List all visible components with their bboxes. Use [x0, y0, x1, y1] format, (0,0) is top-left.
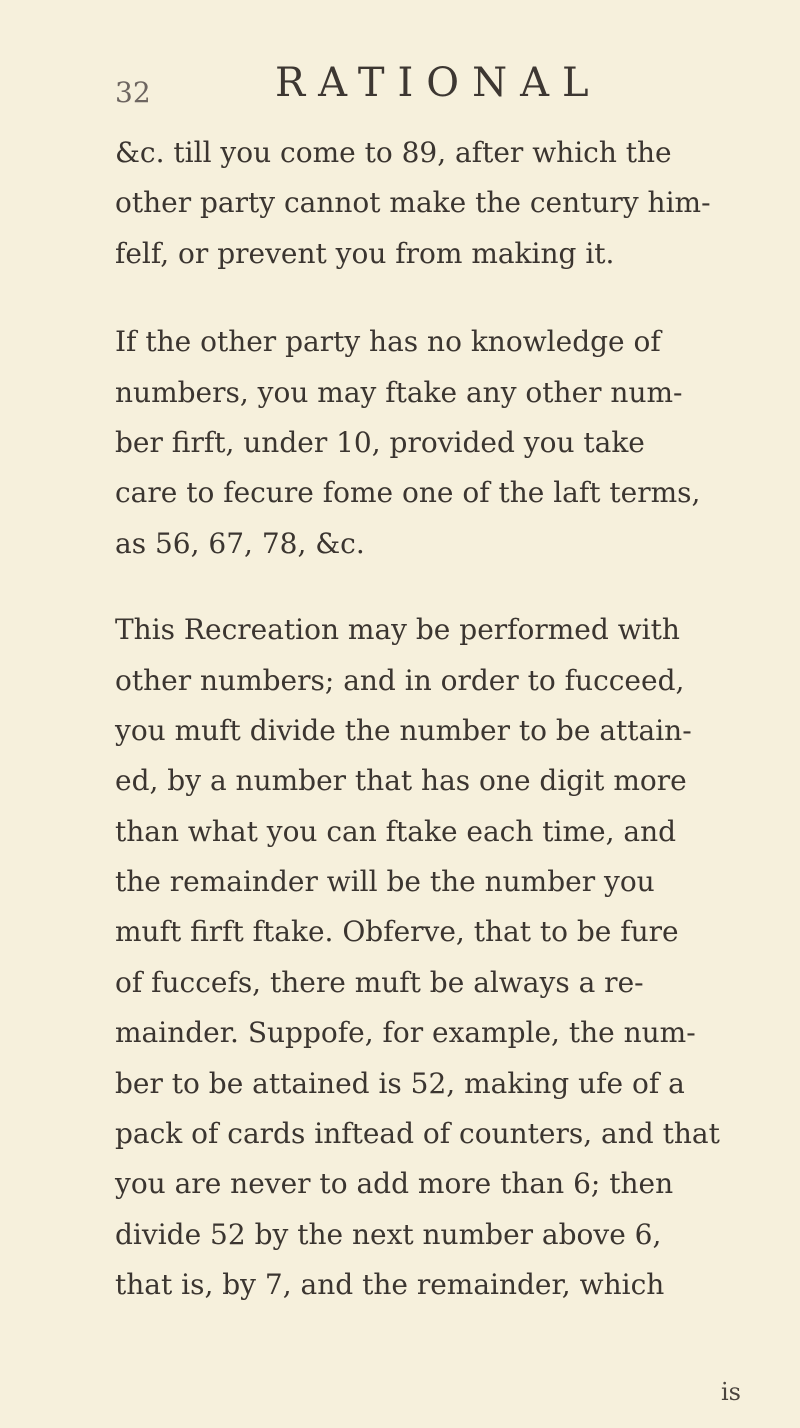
text-line: you are never to add more than 6; then: [115, 1167, 674, 1201]
paragraph-2: [115, 317, 775, 569]
text-line: of fuccefs, there muft be always a re-: [115, 965, 644, 999]
text-line: you muft divide the number to be attain-: [115, 713, 692, 747]
text-line: If the other party has no knowledge of: [115, 325, 661, 359]
text-line: ber to be attained is 52, making ufe of a: [115, 1066, 685, 1100]
paragraph-gap: [115, 569, 775, 605]
paragraph-1: [115, 128, 775, 279]
text-line: felf, or prevent you from making it.: [115, 236, 615, 270]
text-line: mainder. Suppofe, for example, the num-: [115, 1016, 696, 1050]
text-line: divide 52 by the next number above 6,: [115, 1217, 662, 1251]
text-line: than what you can ftake each time, and: [115, 814, 677, 848]
page-number: 32: [115, 76, 151, 109]
text-line: &c. till you come to 89, after which the: [115, 136, 672, 169]
body-text: [115, 128, 775, 1311]
running-head: RATIONAL: [275, 60, 602, 106]
text-line: numbers, you may ftake any other num-: [115, 375, 683, 409]
text-line: ber firft, under 10, provided you take: [115, 425, 645, 459]
text-line: muft firft ftake. Obferve, that to be fure: [115, 915, 679, 949]
paragraph-gap: [115, 279, 775, 317]
paragraph-3: [115, 605, 775, 1310]
text-line: other numbers; and in order to fucceed,: [115, 663, 685, 697]
text-line: the remainder will be the number you: [115, 865, 655, 899]
text-line: as 56, 67, 78, &c.: [115, 526, 365, 560]
text-line: This Recreation may be performed with: [115, 613, 680, 647]
text-line: care to fecure fome one of the laft terms,: [115, 476, 701, 510]
text-line: other party cannot make the century him-: [115, 186, 711, 220]
text-line: pack of cards inftead of counters, and that: [115, 1117, 720, 1151]
text-line: ed, by a number that has one digit more: [115, 764, 687, 798]
catchword: is: [721, 1378, 741, 1406]
page-header: [115, 58, 675, 108]
text-line: that is, by 7, and the remainder, which: [115, 1268, 665, 1302]
